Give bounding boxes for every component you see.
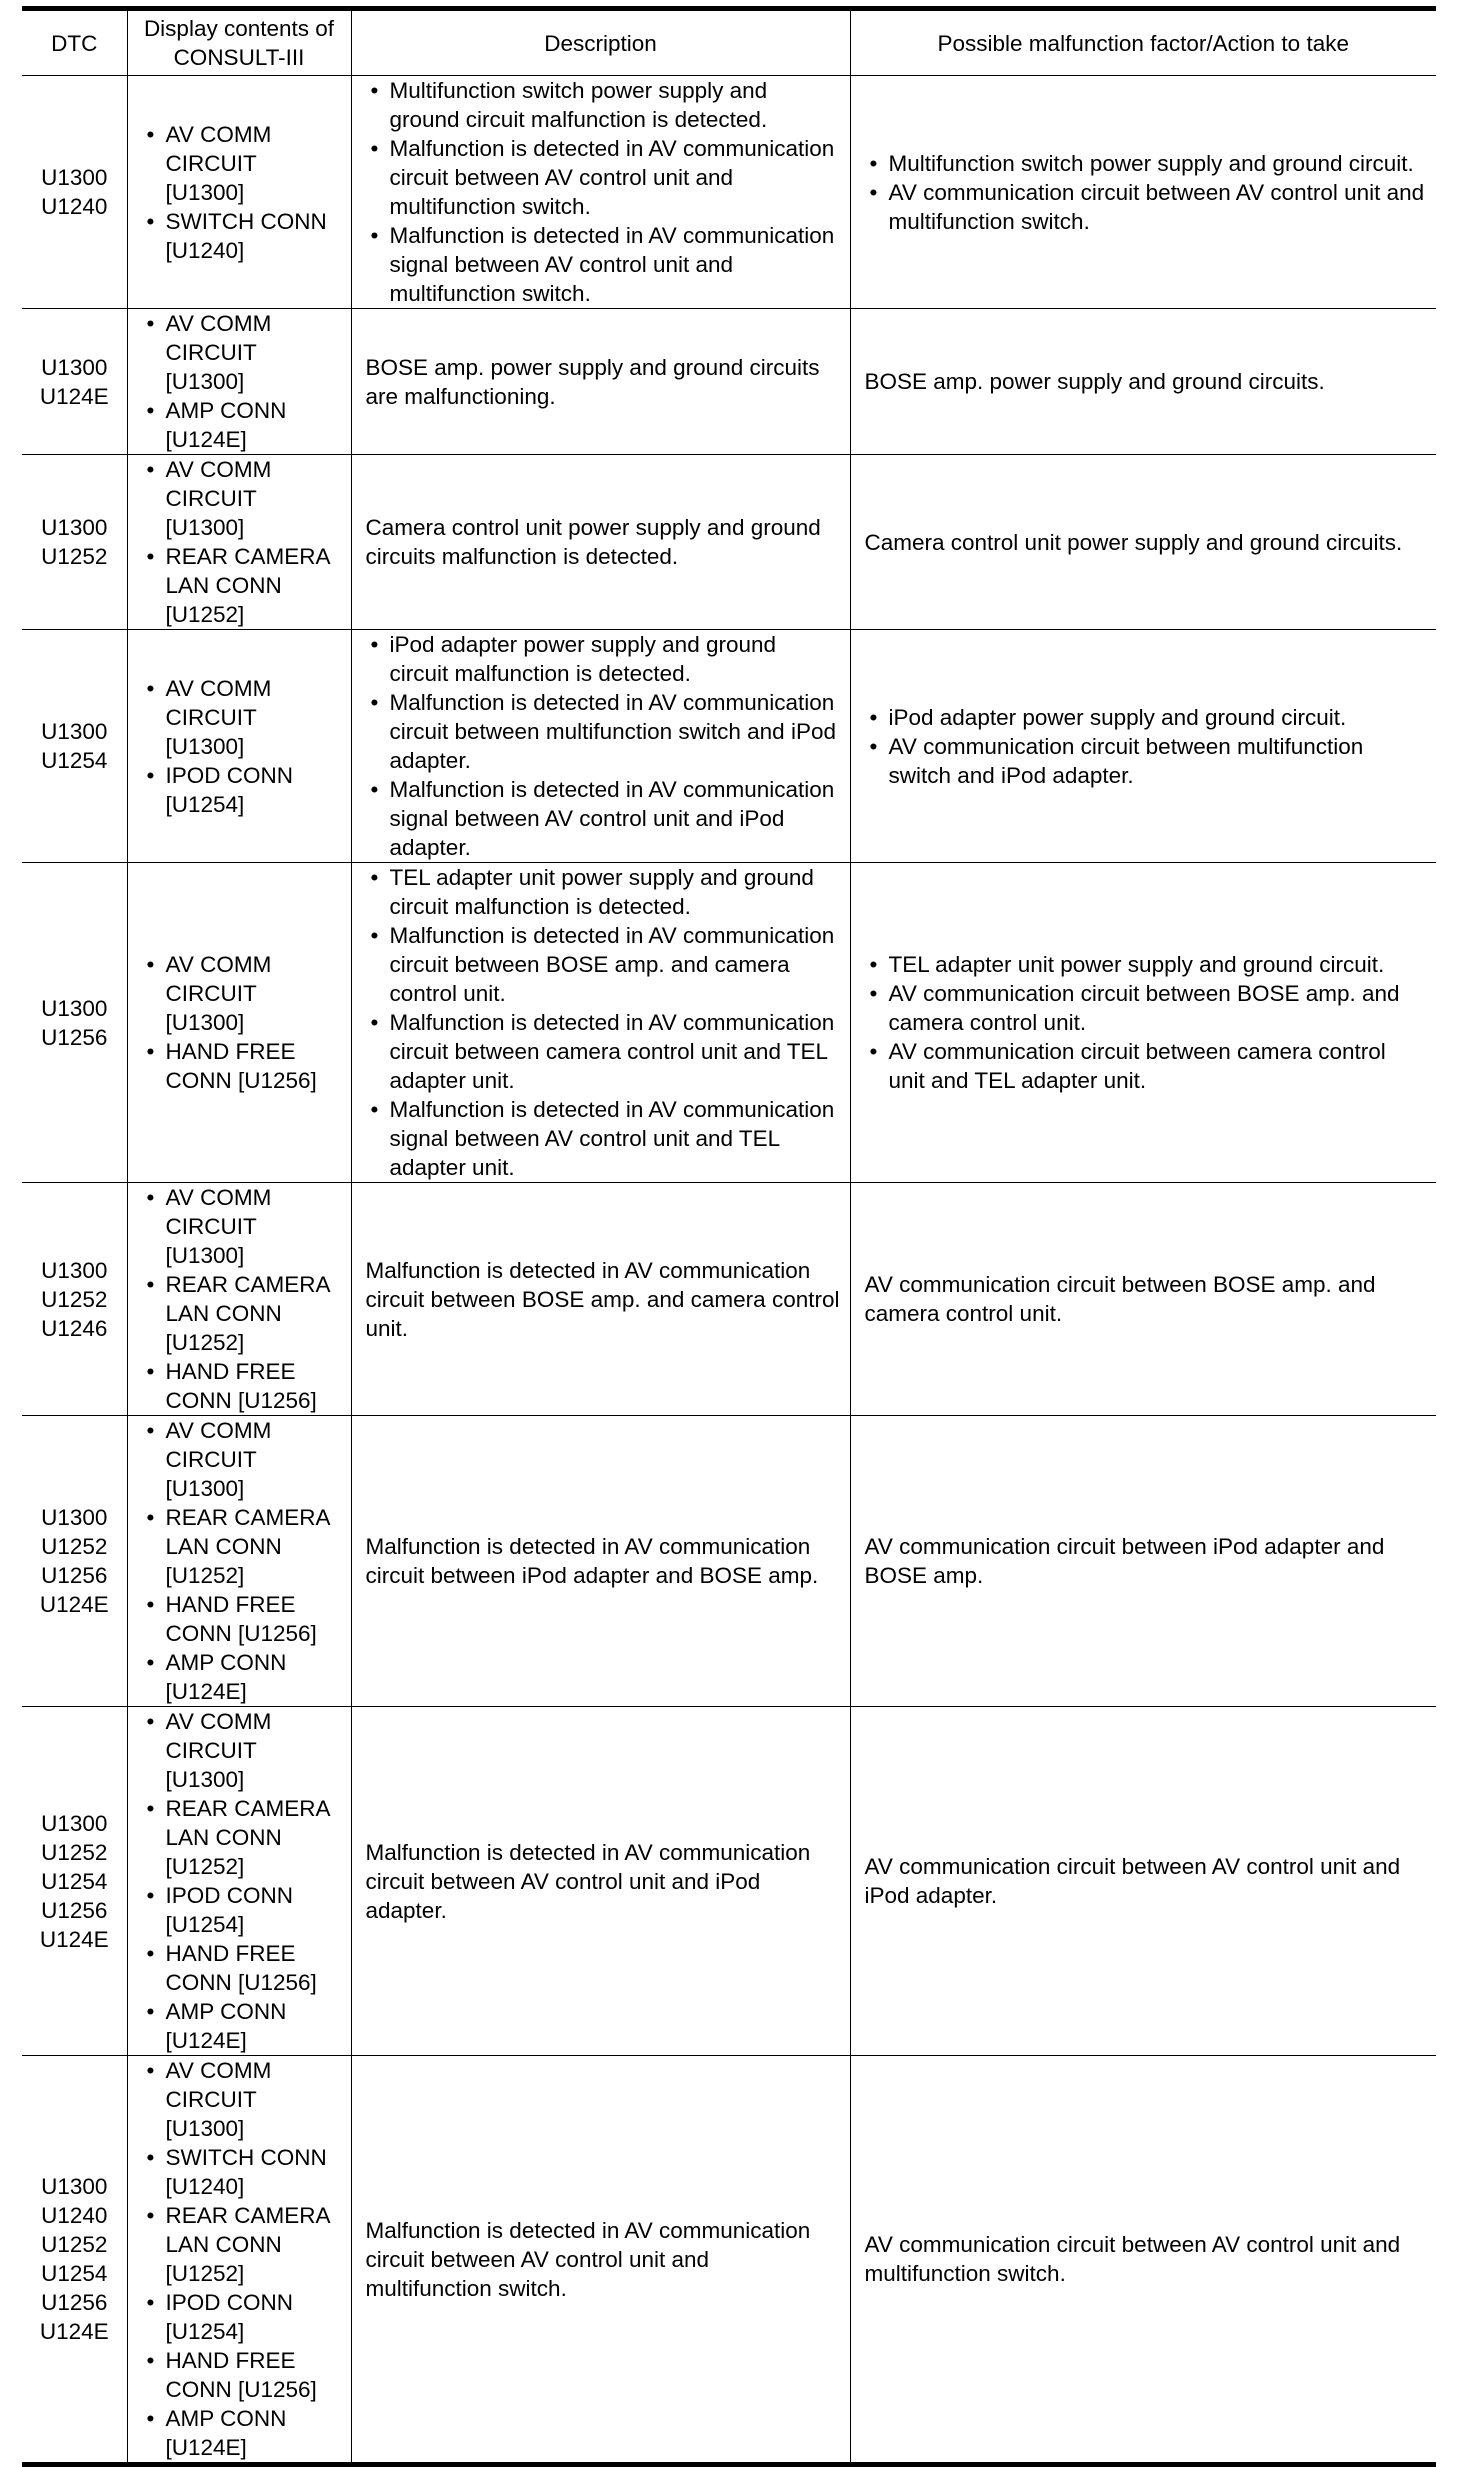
dtc-code: U1254 — [41, 1868, 108, 1894]
dtc-code: U1256 — [41, 2290, 108, 2315]
description-cell — [351, 2056, 850, 2465]
dtc-code: U124E — [39, 1926, 109, 1952]
action-cell — [850, 863, 1436, 1183]
dtc-code: U1300 — [41, 354, 108, 380]
consult-cell — [127, 455, 351, 630]
table-row — [22, 309, 1436, 455]
dtc-code: U1300 — [41, 719, 108, 744]
action-cell — [850, 1183, 1436, 1416]
action-item: • AV communication circuit between camera control unit and TEL adapter unit. — [865, 1037, 1427, 1095]
description-item: • Malfunction is detected in AV communication signal between AV control unit and multifunction switch. — [366, 221, 840, 308]
header-row — [22, 9, 1436, 76]
consult-cell — [127, 76, 351, 309]
dtc-table — [22, 6, 1436, 2467]
action-item: • iPod adapter power supply and ground circuit. — [865, 703, 1427, 732]
table-row — [22, 76, 1436, 309]
description-item: • Malfunction is detected in AV communication signal between AV control unit and iPod adapter. — [366, 775, 840, 862]
consult-item: • SWITCH CONN [U1240] — [142, 2143, 341, 2201]
header-action: Possible malfunction factor/Action to take — [850, 9, 1436, 76]
dtc-codes-cell — [22, 1183, 127, 1416]
dtc-code: U124E — [39, 1592, 109, 1617]
dtc-code: U1300 — [41, 1505, 108, 1530]
consult-item: • HAND FREE CONN [U1256] — [142, 1357, 341, 1415]
table-body — [22, 76, 1436, 2465]
action-item: • AV communication circuit between BOSE amp. and camera control unit. — [865, 979, 1427, 1037]
dtc-code: U1256 — [41, 1024, 108, 1050]
action-item: • AV communication circuit between multifunction switch and iPod adapter. — [865, 732, 1427, 790]
consult-list — [142, 1707, 341, 2055]
consult-item: • AMP CONN [U124E] — [142, 2404, 341, 2462]
dtc-code: U124E — [39, 2319, 109, 2344]
description-cell — [351, 76, 850, 309]
action-item: • TEL adapter unit power supply and ground circuit. — [865, 950, 1427, 979]
action-list — [865, 149, 1427, 236]
dtc-code: U1240 — [41, 2203, 108, 2228]
header-description: Description — [351, 9, 850, 76]
consult-item: • AV COMM CIRCUIT [U1300] — [142, 674, 341, 761]
consult-item: • AV COMM CIRCUIT [U1300] — [142, 950, 341, 1037]
consult-item: • REAR CAMERA LAN CONN [U1252] — [142, 1270, 341, 1357]
dtc-code: U1300 — [41, 1257, 108, 1283]
consult-cell — [127, 1416, 351, 1707]
dtc-codes-cell — [22, 309, 127, 455]
table-row — [22, 2056, 1436, 2465]
description-list — [366, 630, 840, 862]
consult-item: • REAR CAMERA LAN CONN [U1252] — [142, 1794, 341, 1881]
dtc-code: U1300 — [41, 995, 108, 1021]
consult-cell — [127, 1183, 351, 1416]
description-cell — [351, 309, 850, 455]
consult-cell — [127, 630, 351, 863]
action-list — [865, 703, 1427, 790]
description-text: Malfunction is detected in AV communication circuit between iPod adapter and BOSE amp. — [365, 1534, 819, 1588]
action-cell — [850, 76, 1436, 309]
header-dtc: DTC — [22, 9, 127, 76]
dtc-codes-cell — [22, 863, 127, 1183]
dtc-code: U1256 — [41, 1563, 108, 1588]
consult-item: • HAND FREE CONN [U1256] — [142, 1037, 341, 1095]
action-cell — [850, 1416, 1436, 1707]
consult-cell — [127, 309, 351, 455]
dtc-code: U1252 — [41, 1534, 108, 1559]
consult-item: • AMP CONN [U124E] — [142, 1648, 341, 1706]
description-item: • Malfunction is detected in AV communication circuit between camera control unit and TEL adapter unit. — [366, 1008, 840, 1095]
description-item: • Malfunction is detected in AV communication signal between AV control unit and TEL adapter unit. — [366, 1095, 840, 1182]
dtc-code: U1254 — [41, 748, 108, 773]
consult-list — [142, 950, 341, 1095]
description-item: • Malfunction is detected in AV communication circuit between AV control unit and multifunction switch. — [366, 134, 840, 221]
dtc-code: U1252 — [41, 2232, 108, 2257]
description-cell — [351, 1416, 850, 1707]
consult-item: • IPOD CONN [U1254] — [142, 761, 341, 819]
header-consult: Display contents of CONSULT-III — [127, 9, 351, 76]
action-list — [865, 950, 1427, 1095]
description-item: • Multifunction switch power supply and ground circuit malfunction is detected. — [366, 76, 840, 134]
table-row — [22, 1416, 1436, 1707]
table-row — [22, 1183, 1436, 1416]
dtc-code: U1240 — [41, 194, 108, 219]
dtc-code: U1254 — [41, 2261, 108, 2286]
description-item: • iPod adapter power supply and ground circuit malfunction is detected. — [366, 630, 840, 688]
consult-cell — [127, 2056, 351, 2465]
consult-item: • SWITCH CONN [U1240] — [142, 207, 341, 265]
dtc-code: U1252 — [41, 1286, 108, 1312]
action-text: AV communication circuit between AV control unit and multifunction switch. — [864, 2232, 1401, 2286]
consult-item: • HAND FREE CONN [U1256] — [142, 2346, 341, 2404]
consult-item: • REAR CAMERA LAN CONN [U1252] — [142, 542, 341, 629]
description-text: Malfunction is detected in AV communication circuit between BOSE amp. and camera control unit. — [365, 1257, 840, 1341]
consult-item: • REAR CAMERA LAN CONN [U1252] — [142, 2201, 341, 2288]
dtc-codes-cell — [22, 455, 127, 630]
consult-cell — [127, 1707, 351, 2056]
dtc-code: U1252 — [41, 1839, 108, 1865]
action-text: BOSE amp. power supply and ground circuits. — [864, 369, 1325, 394]
consult-list — [142, 1183, 341, 1415]
dtc-code: U1246 — [41, 1315, 108, 1341]
description-list — [366, 863, 840, 1182]
consult-list — [142, 455, 341, 629]
description-text: Camera control unit power supply and ground circuits malfunction is detected. — [365, 515, 821, 569]
description-item: • TEL adapter unit power supply and ground circuit malfunction is detected. — [366, 863, 840, 921]
consult-item: • AV COMM CIRCUIT [U1300] — [142, 120, 341, 207]
action-text: Camera control unit power supply and ground circuits. — [864, 529, 1403, 555]
consult-list — [142, 309, 341, 454]
action-text: AV communication circuit between AV control unit and iPod adapter. — [864, 1854, 1401, 1908]
consult-item: • AMP CONN [U124E] — [142, 396, 341, 454]
action-cell — [850, 2056, 1436, 2465]
dtc-code: U1300 — [41, 2174, 108, 2199]
description-cell — [351, 1707, 850, 2056]
consult-list — [142, 120, 341, 265]
dtc-code: U1300 — [41, 1810, 108, 1836]
description-item: • Malfunction is detected in AV communication circuit between BOSE amp. and camera control unit. — [366, 921, 840, 1008]
consult-item: • AV COMM CIRCUIT [U1300] — [142, 2056, 341, 2143]
consult-list — [142, 674, 341, 819]
action-item: • Multifunction switch power supply and ground circuit. — [865, 149, 1427, 178]
dtc-codes-cell — [22, 2056, 127, 2465]
dtc-code: U124E — [39, 383, 109, 409]
consult-item: • IPOD CONN [U1254] — [142, 1881, 341, 1939]
dtc-code: U1300 — [41, 165, 108, 190]
consult-item: • HAND FREE CONN [U1256] — [142, 1939, 341, 1997]
action-cell — [850, 455, 1436, 630]
description-list — [366, 76, 840, 308]
description-cell — [351, 1183, 850, 1416]
consult-item: • AV COMM CIRCUIT [U1300] — [142, 455, 341, 542]
action-cell — [850, 309, 1436, 455]
action-cell — [850, 1707, 1436, 2056]
consult-item: • AV COMM CIRCUIT [U1300] — [142, 1707, 341, 1794]
description-item: • Malfunction is detected in AV communication circuit between multifunction switch and iPod adapter. — [366, 688, 840, 775]
action-text: AV communication circuit between iPod adapter and BOSE amp. — [864, 1534, 1385, 1588]
consult-item: • IPOD CONN [U1254] — [142, 2288, 341, 2346]
dtc-codes-cell — [22, 630, 127, 863]
description-cell — [351, 630, 850, 863]
dtc-codes-cell — [22, 76, 127, 309]
action-text: AV communication circuit between BOSE amp. and camera control unit. — [864, 1272, 1376, 1326]
consult-item: • HAND FREE CONN [U1256] — [142, 1590, 341, 1648]
consult-item: • AMP CONN [U124E] — [142, 1997, 341, 2055]
table-row — [22, 630, 1436, 863]
action-cell — [850, 630, 1436, 863]
description-text: BOSE amp. power supply and ground circuits are malfunctioning. — [365, 354, 820, 409]
dtc-codes-cell — [22, 1416, 127, 1707]
table-row — [22, 863, 1436, 1183]
description-text: Malfunction is detected in AV communication circuit between AV control unit and multifunction switch. — [365, 2217, 811, 2301]
dtc-code: U1300 — [41, 515, 108, 540]
consult-list — [142, 2056, 341, 2462]
table-row — [22, 1707, 1436, 2056]
consult-item: • AV COMM CIRCUIT [U1300] — [142, 1183, 341, 1270]
action-item: • AV communication circuit between AV control unit and multifunction switch. — [865, 178, 1427, 236]
dtc-code: U1256 — [41, 1897, 108, 1923]
consult-item: • AV COMM CIRCUIT [U1300] — [142, 309, 341, 396]
description-cell — [351, 455, 850, 630]
consult-item: • AV COMM CIRCUIT [U1300] — [142, 1416, 341, 1503]
description-text: Malfunction is detected in AV communication circuit between AV control unit and iPod adapter. — [365, 1839, 811, 1923]
consult-cell — [127, 863, 351, 1183]
consult-list — [142, 1416, 341, 1706]
table-row — [22, 455, 1436, 630]
description-cell — [351, 863, 850, 1183]
consult-item: • REAR CAMERA LAN CONN [U1252] — [142, 1503, 341, 1590]
dtc-code: U1252 — [41, 544, 108, 569]
dtc-codes-cell — [22, 1707, 127, 2056]
